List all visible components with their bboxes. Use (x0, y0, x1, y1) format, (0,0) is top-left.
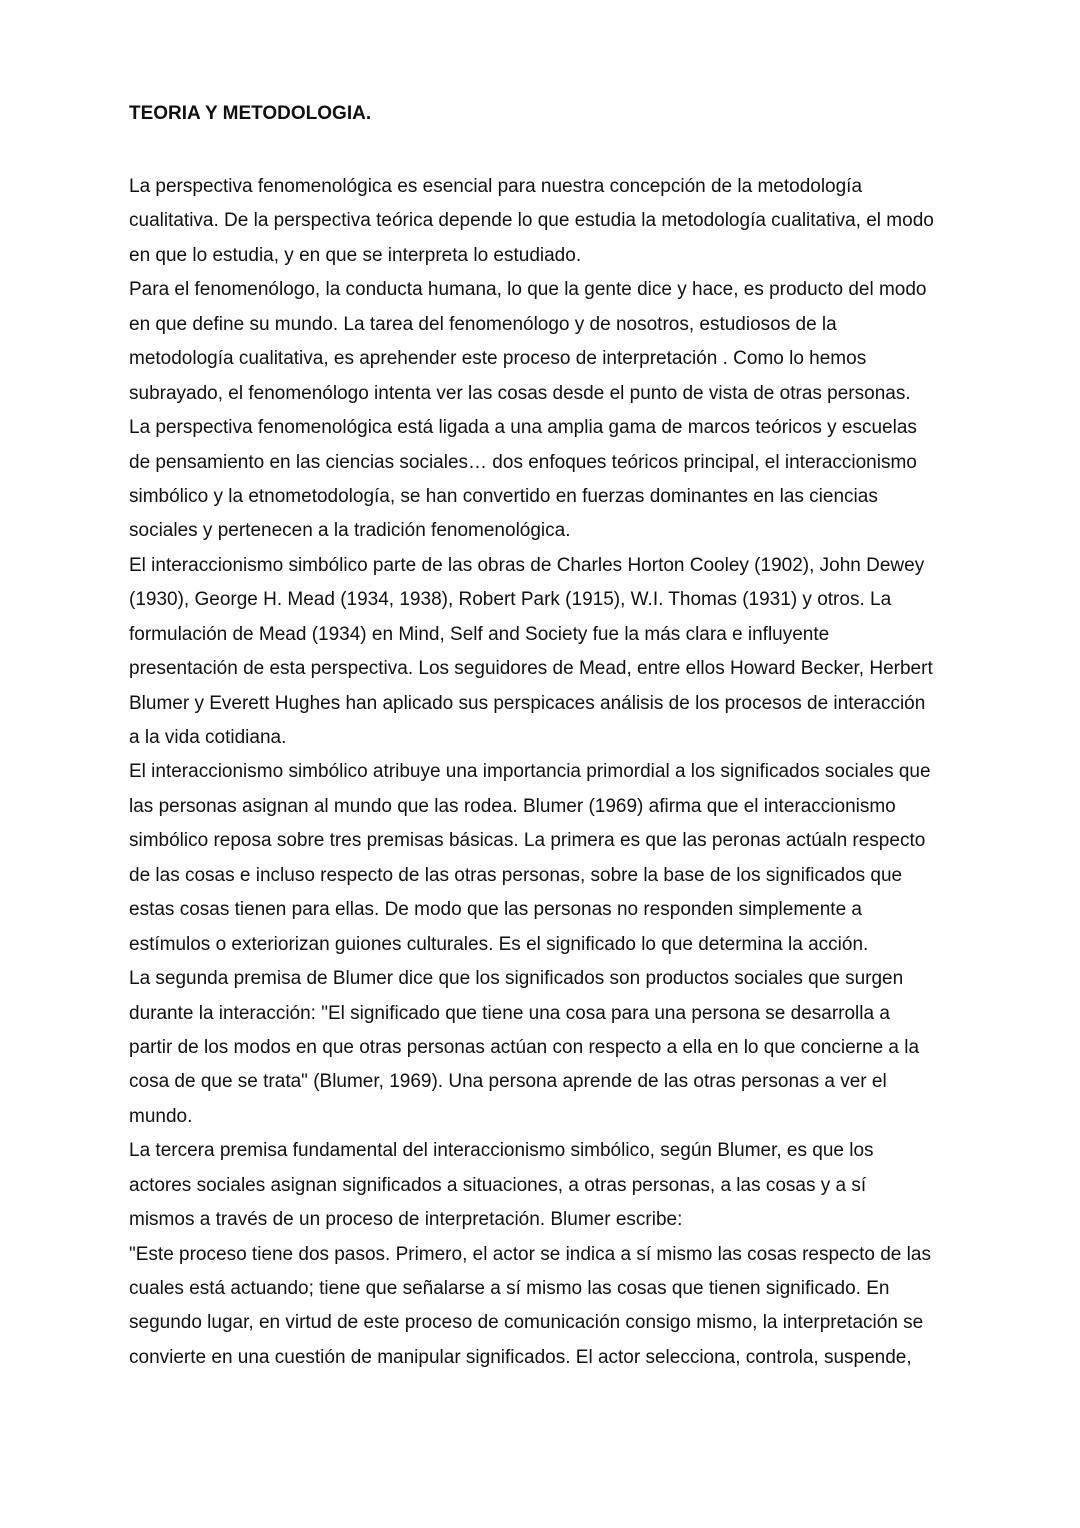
text-line: actores sociales asignan significados a situaciones, a otras personas, a las cosas y a sí (129, 1174, 867, 1196)
text-line: a la vida cotidiana. (129, 727, 287, 748)
text-line: cuales está actuando; tiene que señalarse a sí mismo las cosas que tienen significado. En (129, 1278, 890, 1299)
text-line: La tercera premisa fundamental del interaccionismo simbólico, según Blumer, es que los (129, 1140, 874, 1162)
text-line: cualitativa. De la perspectiva teórica depende lo que estudia la metodología cualitativa, el modo (129, 210, 934, 232)
text-line: estas cosas tienen para ellas. De modo que las personas no responden simplemente a (129, 899, 862, 921)
text-line: estímulos o exteriorizan guiones culturales. Es el significado lo que determina la acción. (129, 933, 869, 955)
text-line: La segunda premisa de Blumer dice que los significados son productos sociales que surgen (129, 968, 904, 990)
text-line: mundo. (129, 1105, 193, 1127)
text-line: en que lo estudia, y en que se interpreta lo estudiado. (129, 244, 582, 266)
text-line: Blumer y Everett Hughes han aplicado sus perspicaces análisis de los procesos de interacción (129, 692, 926, 714)
text-line: sociales y pertenecen a la tradición fenomenológica. (129, 520, 571, 542)
text-line: simbólico reposa sobre tres premisas básicas. La primera es que las peronas actúaln respecto (129, 830, 926, 852)
text-line: partir de los modos en que otras personas actúan con respecto a ella en lo que concierne a la (129, 1036, 920, 1058)
text-line: El interaccionismo simbólico parte de las obras de Charles Horton Cooley (1902), John Dewey (129, 554, 925, 576)
text-line: simbólico y la etnometodología, se han convertido en fuerzas dominantes en las ciencias (129, 485, 878, 507)
text-line: Para el fenomenólogo, la conducta humana, lo que la gente dice y hace, es producto del modo (129, 279, 927, 301)
text-line: de las cosas e incluso respecto de las otras personas, sobre la base de los significados que (129, 864, 903, 886)
text-line: El interaccionismo simbólico atribuye una importancia primordial a los significados sociales que (129, 761, 931, 783)
document-title: TEORIA Y METODOLOGIA. (129, 103, 372, 124)
text-line: metodología cualitativa, es aprehender este proceso de interpretación . Como lo hemos (129, 348, 867, 370)
text-line: segundo lugar, en virtud de este proceso de comunicación consigo mismo, la interpretación se (129, 1312, 924, 1334)
text-line: durante la interacción: "El significado que tiene una cosa para una persona se desarrolla a (129, 1002, 890, 1024)
text-line: (1930), George H. Mead (1934, 1938), Robert Park (1915), W.I. Thomas (1931) y otros. La (129, 589, 892, 611)
text-line: subrayado, el fenomenólogo intenta ver las cosas desde el punto de vista de otras personas. (129, 382, 911, 404)
text-line: las personas asignan al mundo que las rodea. Blumer (1969) afirma que el interaccionismo (129, 795, 896, 817)
text-line: cosa de que se trata" (Blumer, 1969). Una persona aprende de las otras personas a ver el (129, 1071, 887, 1093)
text-line: La perspectiva fenomenológica es esencial para nuestra concepción de la metodología (129, 176, 863, 197)
text-line: en que define su mundo. La tarea del fenomenólogo y de nosotros, estudiosos de la (129, 313, 837, 335)
text-line: formulación de Mead (1934) en Mind, Self and Society fue la más clara e influyente (129, 623, 830, 645)
document-body (129, 170, 934, 1375)
text-line: presentación de esta perspectiva. Los seguidores de Mead, entre ellos Howard Becker, Herbert (129, 658, 933, 680)
text-line: de pensamiento en las ciencias sociales… dos enfoques teóricos principal, el interaccionismo (129, 451, 917, 473)
text-line: La perspectiva fenomenológica está ligada a una amplia gama de marcos teóricos y escuelas (129, 417, 917, 439)
text-line: "Este proceso tiene dos pasos. Primero, el actor se indica a sí mismo las cosas respecto de las (129, 1243, 931, 1265)
text-line: mismos a través de un proceso de interpretación. Blumer escribe: (129, 1209, 683, 1231)
text-line: convierte en una cuestión de manipular significados. El actor selecciona, controla, suspende, (129, 1346, 912, 1368)
